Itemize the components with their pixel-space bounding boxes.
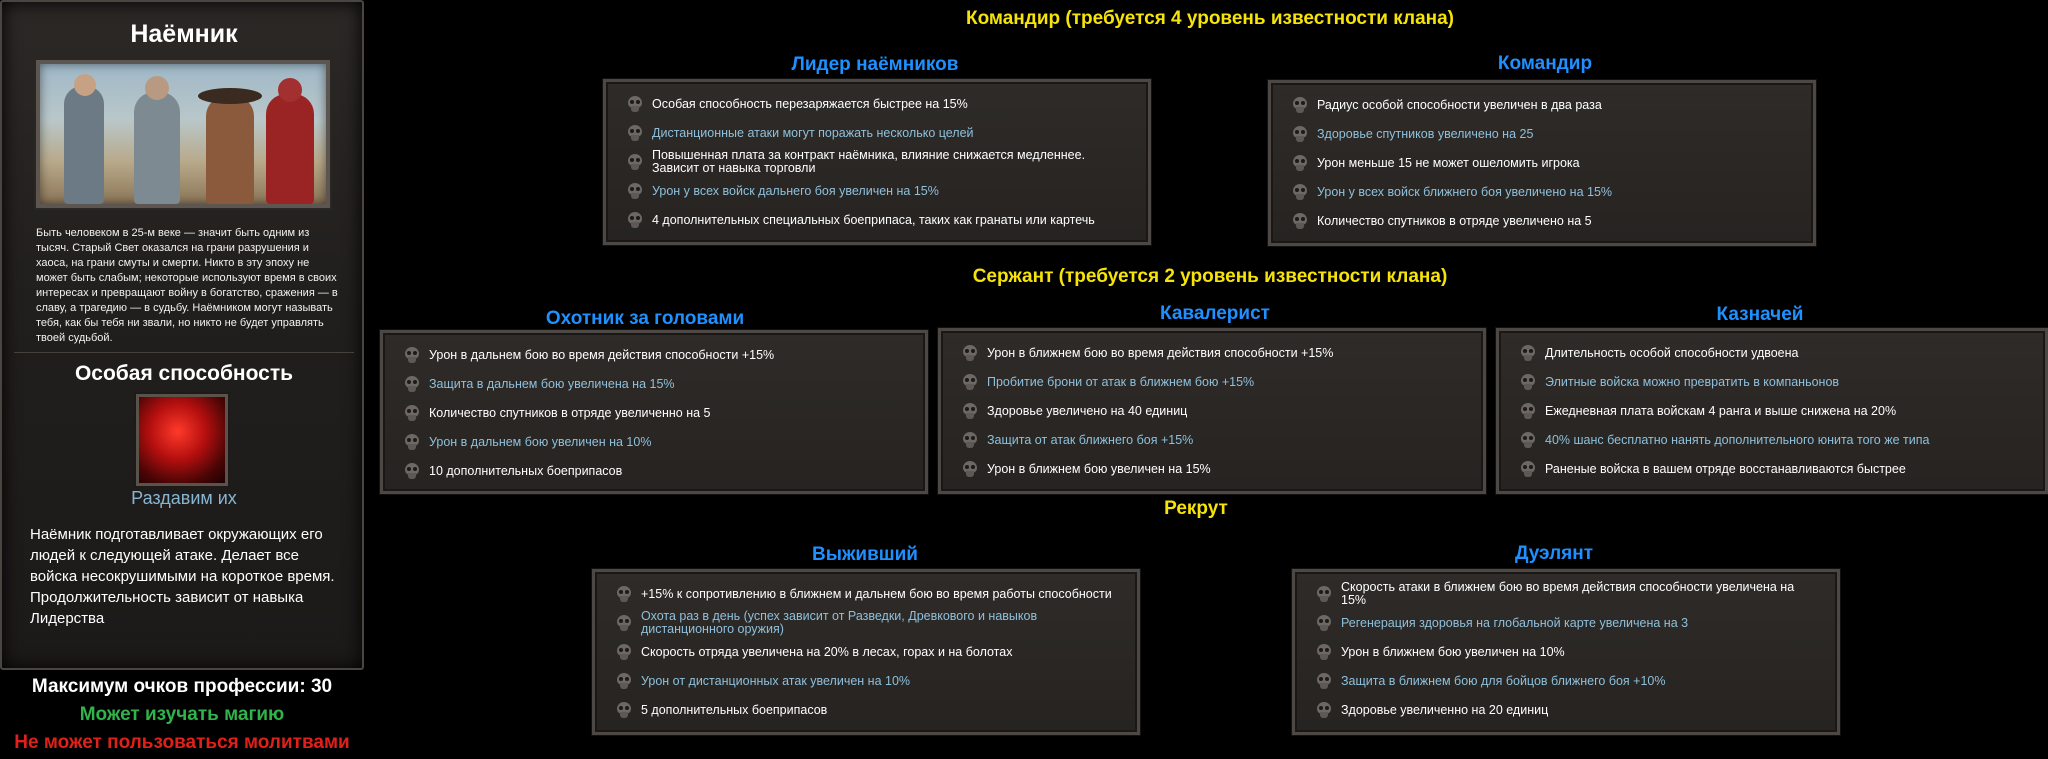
perk-commander-1[interactable]: Радиус особой способности увеличен в два раза — [1317, 97, 1602, 112]
class-title-hunter: Охотник за головами — [545, 308, 745, 329]
skull-icon — [1317, 615, 1331, 631]
perk-panel-leader — [603, 79, 1151, 245]
class-portrait — [36, 60, 330, 208]
skull-icon — [963, 403, 977, 419]
skull-icon — [405, 376, 419, 392]
skull-icon — [963, 374, 977, 390]
perk-commander-4[interactable]: Урон у всех войск ближнего боя увеличено на 15% — [1317, 184, 1613, 199]
perk-treasurer-3[interactable]: Ежедневная плата войскам 4 ранга и выше снижена на 20% — [1545, 403, 1897, 418]
class-title-commander: Командир — [1497, 53, 1593, 74]
perk-cavalry-2[interactable]: Пробитие брони от атак в ближнем бою +15% — [987, 374, 1255, 389]
perk-commander-2[interactable]: Здоровье спутников увеличено на 25 — [1317, 126, 1534, 141]
perk-panel-hunter — [380, 330, 928, 494]
tier-recruit-heading: Рекрут — [1164, 498, 1228, 519]
skull-icon — [617, 673, 631, 689]
class-title: Наёмник — [130, 20, 238, 48]
perk-panel-commander — [1268, 80, 1816, 246]
perk-cavalry-4[interactable]: Защита от атак ближнего боя +15% — [987, 432, 1194, 447]
perk-cavalry-1[interactable]: Урон в ближнем бою во время действия способности +15% — [987, 345, 1334, 360]
tier-sergeant-heading: Сержант (требуется 2 уровень известности клана) — [972, 266, 1448, 287]
class-title-treasurer: Казначей — [1716, 304, 1804, 325]
perk-treasurer-4[interactable]: 40% шанс бесплатно нанять дополнительного юнита того же типа — [1545, 432, 1930, 447]
ability-description: Наёмник подготавливает окружающих его людей к следующей атаке. Делает все войска несокрушимыми на короткое время. Продолжительность зависит от навыка Лидерства — [30, 526, 335, 627]
perk-panel-cavalry — [938, 328, 1486, 494]
skull-icon — [1317, 673, 1331, 689]
skull-icon — [617, 615, 631, 631]
class-title-duelist: Дуэлянт — [1514, 543, 1594, 564]
skull-icon — [617, 586, 631, 602]
perk-panel-treasurer — [1496, 328, 2048, 494]
skull-icon — [405, 463, 419, 479]
skull-icon — [1317, 586, 1331, 602]
class-info-panel — [0, 0, 364, 670]
skull-icon — [1521, 345, 1535, 361]
divider — [14, 352, 354, 353]
perk-hunter-1[interactable]: Урон в дальнем бою во время действия способности +15% — [429, 347, 775, 362]
perk-treasurer-1[interactable]: Длительность особой способности удвоена — [1545, 345, 1799, 360]
skull-icon — [1521, 374, 1535, 390]
skull-icon — [405, 434, 419, 450]
perk-panel-duelist — [1292, 569, 1840, 735]
skull-icon — [405, 347, 419, 363]
skull-icon — [617, 644, 631, 660]
skull-icon — [963, 432, 977, 448]
perk-cavalry-3[interactable]: Здоровье увеличено на 40 единиц — [987, 403, 1188, 418]
perk-duelist-5[interactable]: Здоровье увеличенно на 20 единиц — [1341, 702, 1549, 717]
perk-treasurer-2[interactable]: Элитные войска можно превратить в компаньонов — [1545, 374, 1840, 389]
perk-hunter-4[interactable]: Урон в дальнем бою увеличен на 10% — [429, 434, 652, 449]
perk-leader-4[interactable]: Урон у всех войск дальнего боя увеличен на 15% — [652, 183, 939, 198]
tier-commander-heading: Командир (требуется 4 уровень известности клана) — [965, 8, 1455, 29]
skull-icon — [1293, 184, 1307, 200]
class-title-leader: Лидер наёмников — [791, 54, 959, 75]
perk-hunter-2[interactable]: Защита в дальнем бою увеличена на 15% — [429, 376, 675, 391]
skull-icon — [963, 345, 977, 361]
skull-icon — [1521, 403, 1535, 419]
prayer-status: Не может пользоваться молитвами — [14, 732, 350, 753]
perk-commander-3[interactable]: Урон меньше 15 не может ошеломить игрока — [1317, 155, 1580, 170]
skull-icon — [628, 212, 642, 228]
perk-cavalry-5[interactable]: Урон в ближнем бою увеличен на 15% — [987, 461, 1211, 476]
skull-icon — [1293, 97, 1307, 113]
skull-icon — [1521, 461, 1535, 477]
perk-survivor-1[interactable]: +15% к сопротивлению в ближнем и дальнем бою во время работы способности — [641, 586, 1112, 601]
perk-duelist-1[interactable]: Скорость атаки в ближнем бою во время действия способности увеличена на 15% — [1341, 580, 1795, 607]
skull-icon — [628, 125, 642, 141]
skull-icon — [617, 702, 631, 718]
perk-duelist-3[interactable]: Урон в ближнем бою увеличен на 10% — [1341, 644, 1565, 659]
ability-icon[interactable] — [136, 394, 228, 486]
skull-icon — [1317, 644, 1331, 660]
perk-duelist-2[interactable]: Регенерация здоровья на глобальной карте увеличена на 3 — [1341, 615, 1689, 630]
perk-treasurer-5[interactable]: Раненые войска в вашем отряде восстанавливаются быстрее — [1545, 461, 1906, 476]
class-description: Быть человеком в 25-м веке — значит быть одним из тысяч. Старый Свет оказался на грани разрушения и хаоса, на грани смуты и смерти. Никто в эту эпоху не может быть слабым; некоторые используют время в своих интересах и превращают войну в богатство, сражения — в славу, а трагедию — в судьбу. Наёмником могут называть тебя, как бы тебя ни звали, но никто не будет управлять твоей судьбой. — [36, 227, 338, 344]
perk-hunter-5[interactable]: 10 дополнительных боеприпасов — [429, 463, 623, 478]
max-points-label: Максимум очков профессии: 30 — [31, 676, 333, 697]
skull-icon — [628, 96, 642, 112]
ability-heading: Особая способность — [74, 362, 294, 385]
magic-status: Может изучать магию — [79, 704, 285, 725]
perk-survivor-4[interactable]: Урон от дистанционных атак увеличен на 10% — [641, 673, 911, 688]
perk-panel-survivor — [592, 569, 1140, 735]
skull-icon — [628, 183, 642, 199]
perk-survivor-5[interactable]: 5 дополнительных боеприпасов — [641, 702, 828, 717]
class-title-cavalry: Кавалерист — [1160, 303, 1270, 324]
perk-commander-5[interactable]: Количество спутников в отряде увеличено на 5 — [1317, 213, 1592, 228]
perk-leader-3[interactable]: Повышенная плата за контракт наёмника, влияние снижается медленнее. Зависит от навыка торговли — [652, 148, 1086, 175]
perk-leader-2[interactable]: Дистанционные атаки могут поражать несколько целей — [652, 125, 974, 140]
perk-survivor-3[interactable]: Скорость отряда увеличена на 20% в лесах, горах и на болотах — [641, 644, 1013, 659]
perk-hunter-3[interactable]: Количество спутников в отряде увеличенно на 5 — [429, 405, 711, 420]
skull-icon — [1317, 702, 1331, 718]
skull-icon — [1521, 432, 1535, 448]
skull-icon — [1293, 155, 1307, 171]
perk-leader-1[interactable]: Особая способность перезаряжается быстрее на 15% — [652, 96, 968, 111]
skull-icon — [628, 154, 642, 170]
perk-leader-5[interactable]: 4 дополнительных специальных боеприпаса, таких как гранаты или картечь — [652, 212, 1095, 227]
skull-icon — [963, 461, 977, 477]
skull-icon — [1293, 126, 1307, 142]
ability-name: Раздавим их — [131, 488, 237, 508]
perk-survivor-2[interactable]: Охота раз в день (успех зависит от Разведки, Древкового и навыков дистанционного оружия) — [641, 609, 1038, 636]
skull-icon — [405, 405, 419, 421]
class-title-survivor: Выживший — [812, 544, 918, 565]
skull-icon — [1293, 213, 1307, 229]
perk-duelist-4[interactable]: Защита в ближнем бою для бойцов ближнего боя +10% — [1341, 673, 1666, 688]
